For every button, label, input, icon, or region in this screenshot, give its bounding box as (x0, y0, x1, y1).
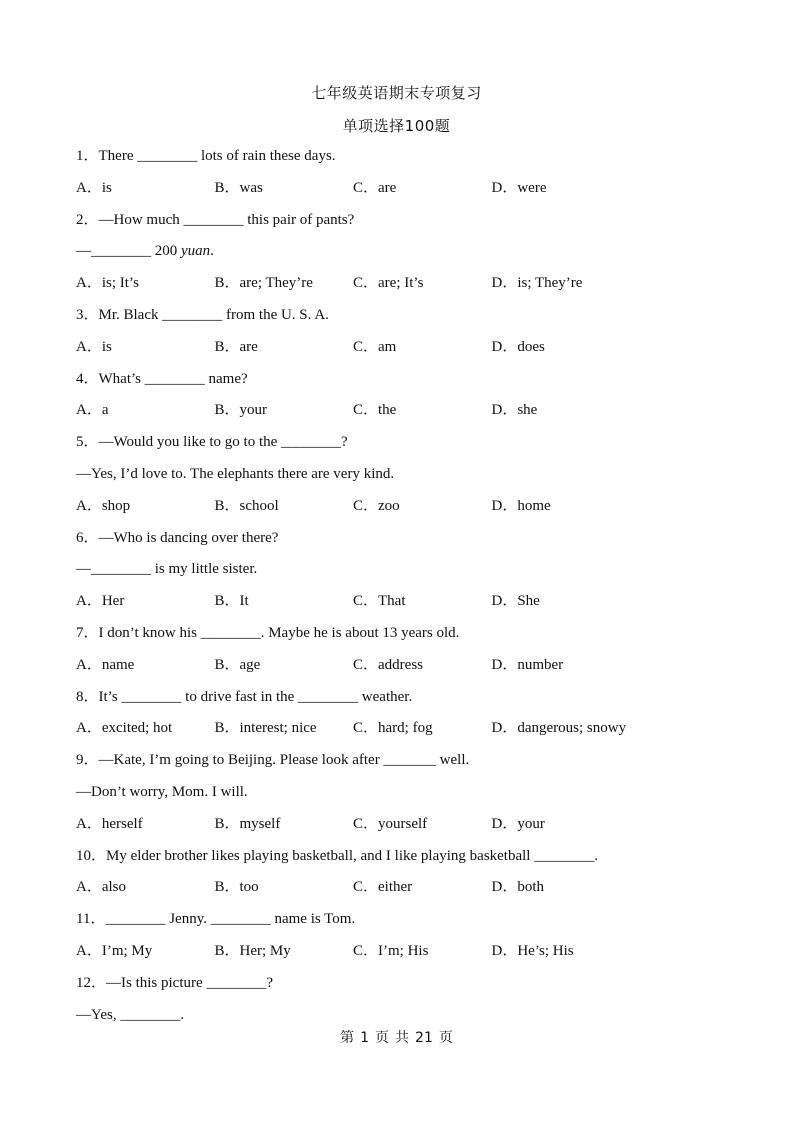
page-footer (0, 1027, 793, 1047)
question-stem: 8．It’s ________ to drive fast in the ________ weather. (76, 688, 413, 705)
option-d: D．does (491, 338, 545, 355)
option-c: C．are (353, 179, 397, 196)
question-reply: —Don’t worry, Mom. I will. (76, 783, 248, 800)
option-b: B．your (214, 402, 268, 419)
reply-italic-text: yuan (181, 243, 211, 260)
option-a: A．excited; hot (76, 720, 173, 737)
question-stem: 2．—How much ________ this pair of pants? (76, 211, 355, 228)
question-options (76, 273, 736, 305)
question-options (76, 400, 736, 432)
option-a: A．herself (76, 815, 143, 832)
option-c: C．are; It’s (353, 275, 424, 292)
question-stem: 1．There ________ lots of rain these days. (76, 148, 336, 164)
option-b: B．are (214, 338, 258, 355)
question-stem: 10．My elder brother likes playing basketball, and I like playing basketball ________. (76, 847, 598, 864)
option-a: A．is; It’s (76, 275, 139, 292)
question-reply: —Yes, I’d love to. The elephants there are very kind. (76, 465, 395, 482)
option-c: C．the (353, 402, 397, 419)
option-a: A．is (76, 179, 112, 196)
option-a: A．is (76, 338, 112, 355)
reply-text: —________ 200 (76, 243, 181, 260)
option-a: A．also (76, 879, 126, 896)
question-stem: 7．I don’t know his ________. Maybe he is about 13 years old. (76, 624, 460, 641)
question-options (76, 178, 736, 210)
footer-total-word: 共 (395, 1030, 410, 1046)
question-stem: 3．Mr. Black ________ from the U. S. A. (76, 306, 329, 323)
option-d: D．were (491, 179, 547, 196)
option-d: D．home (491, 497, 551, 514)
option-d: D．your (491, 815, 545, 832)
option-b: B．too (214, 879, 259, 896)
option-c: C．That (353, 593, 406, 610)
question-options (76, 877, 736, 909)
option-b: B．school (214, 497, 279, 514)
question-reply: —Yes, ________. (76, 1006, 185, 1023)
option-b: B．It (214, 593, 249, 610)
option-c: C．zoo (353, 497, 400, 514)
option-c: C．either (353, 879, 413, 896)
option-b: B．myself (214, 815, 281, 832)
footer-prefix: 第 (340, 1030, 355, 1046)
option-b: B．Her; My (214, 942, 291, 959)
question-options (76, 718, 736, 750)
option-a: A．name (76, 656, 135, 673)
option-b: B．age (214, 656, 261, 673)
question-options (76, 941, 736, 973)
option-a: A．a (76, 402, 109, 419)
option-c: C．address (353, 656, 423, 673)
option-a: A．shop (76, 497, 131, 514)
question-stem: 9．—Kate, I’m going to Beijing. Please look after _______ well. (76, 752, 470, 769)
option-c: C．hard; fog (353, 720, 433, 737)
page-title: 七年级英语期末专项复习 (311, 84, 482, 102)
footer-total-pages: 21 (415, 1030, 433, 1046)
option-c: C．yourself (353, 815, 428, 832)
option-a: A．Her (76, 593, 125, 610)
question-stem: 5．—Would you like to go to the ________? (76, 434, 348, 451)
footer-current-page: 1 (360, 1030, 370, 1046)
question-reply: —________ is my little sister. (76, 561, 258, 578)
option-a: A．I’m; My (76, 942, 153, 959)
option-d: D．She (491, 593, 540, 610)
option-d: D．number (491, 656, 564, 673)
question-list (76, 146, 736, 1036)
question-stem: 4．What’s ________ name? (76, 370, 248, 387)
question-options (76, 814, 736, 846)
footer-suffix: 页 (438, 1030, 453, 1046)
question-stem: 6．—Who is dancing over there? (76, 529, 279, 546)
question-options (76, 337, 736, 369)
question-options (76, 655, 736, 687)
option-b: B．was (214, 179, 263, 196)
question-reply (76, 241, 736, 273)
option-d: D．dangerous; snowy (491, 720, 627, 737)
question-stem: 11．________ Jenny. ________ name is Tom. (76, 911, 356, 928)
question-options (76, 496, 736, 528)
page-subtitle: 单项选择100题 (342, 117, 451, 135)
footer-page-word: 页 (375, 1030, 390, 1046)
option-d: D．He’s; His (491, 942, 574, 959)
option-c: C．I’m; His (353, 942, 429, 959)
option-d: D．both (491, 879, 545, 896)
option-b: B．interest; nice (214, 720, 317, 737)
question-options (76, 591, 736, 623)
option-b: B．are; They’re (214, 275, 313, 292)
question-stem: 12．—Is this picture ________? (76, 974, 274, 991)
option-d: D．is; They’re (491, 275, 583, 292)
reply-end: . (210, 243, 214, 260)
option-d: D．she (491, 402, 538, 419)
option-c: C．am (353, 338, 397, 355)
